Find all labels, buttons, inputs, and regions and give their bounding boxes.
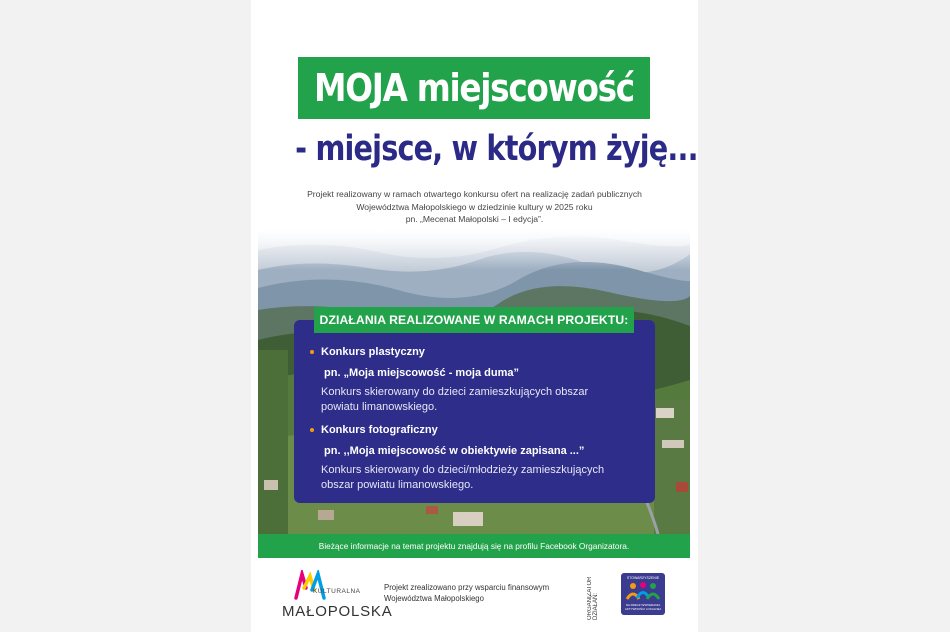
logo-malopolska: MAŁOPOLSKA [282, 603, 393, 620]
people-icon [621, 581, 665, 603]
support-text [384, 582, 574, 604]
bullet-icon [310, 350, 314, 354]
activity-name: pn. ,,Moja miejscowość w obiektywie zapisana ...” [324, 445, 585, 457]
poster-subtitle [251, 129, 698, 169]
activity-description: Konkurs skierowany do dzieci/młodzieży zamieszkujących obszar powiatu limanowskiego. [321, 464, 605, 491]
poster-subtitle-text: - miejsce, w którym żyję... [295, 129, 698, 169]
poster-title: MOJA miejscowość [314, 66, 634, 110]
organizer-label: ORGANIZATOR DZIAŁAŃ: [587, 576, 599, 620]
photo-fog [258, 230, 690, 270]
bullet-icon [310, 428, 314, 432]
logo-kulturalna: KULTURALNA [313, 588, 361, 595]
activity-item [321, 346, 621, 414]
intro-text [281, 188, 668, 226]
title-banner [298, 57, 650, 119]
activities-panel [294, 320, 655, 503]
support-line: Województwa Małopolskiego [384, 594, 484, 603]
poster [251, 0, 698, 632]
malopolska-m-icon [294, 570, 326, 600]
activity-item [321, 424, 621, 492]
organizer-logo-bottom: NA RZECZ WSPIERANIA AKTYWNOŚCI LOKALNEJ [624, 603, 662, 611]
activity-name: pn. „Moja miejscowość - moja duma” [324, 367, 519, 379]
organizer-logo-top: STOWARZYSZENIE [626, 576, 660, 580]
intro-line: Projekt realizowany w ramach otwartego konkursu ofert na realizację zadań publicznych [307, 189, 642, 199]
info-bar: Bieżące informacje na temat projektu znajdują się na profilu Facebook Organizatora. [258, 534, 690, 558]
intro-line: Województwa Małopolskiego w dziedzinie kultury w 2025 roku [356, 201, 593, 212]
intro-line: pn. „Mecenat Małopolski – I edycja”. [405, 214, 544, 224]
support-line: Projekt zrealizowano przy wsparciu finansowym [384, 583, 550, 592]
organizer-logo [621, 573, 665, 615]
activity-title: Konkurs plastyczny [321, 346, 425, 358]
panel-header: DZIAŁANIA REALIZOWANE W RAMACH PROJEKTU: [314, 307, 634, 333]
activity-description: Konkurs skierowany do dzieci zamieszkujących obszar powiatu limanowskiego. [321, 386, 589, 413]
activity-title: Konkurs fotograficzny [321, 424, 438, 436]
